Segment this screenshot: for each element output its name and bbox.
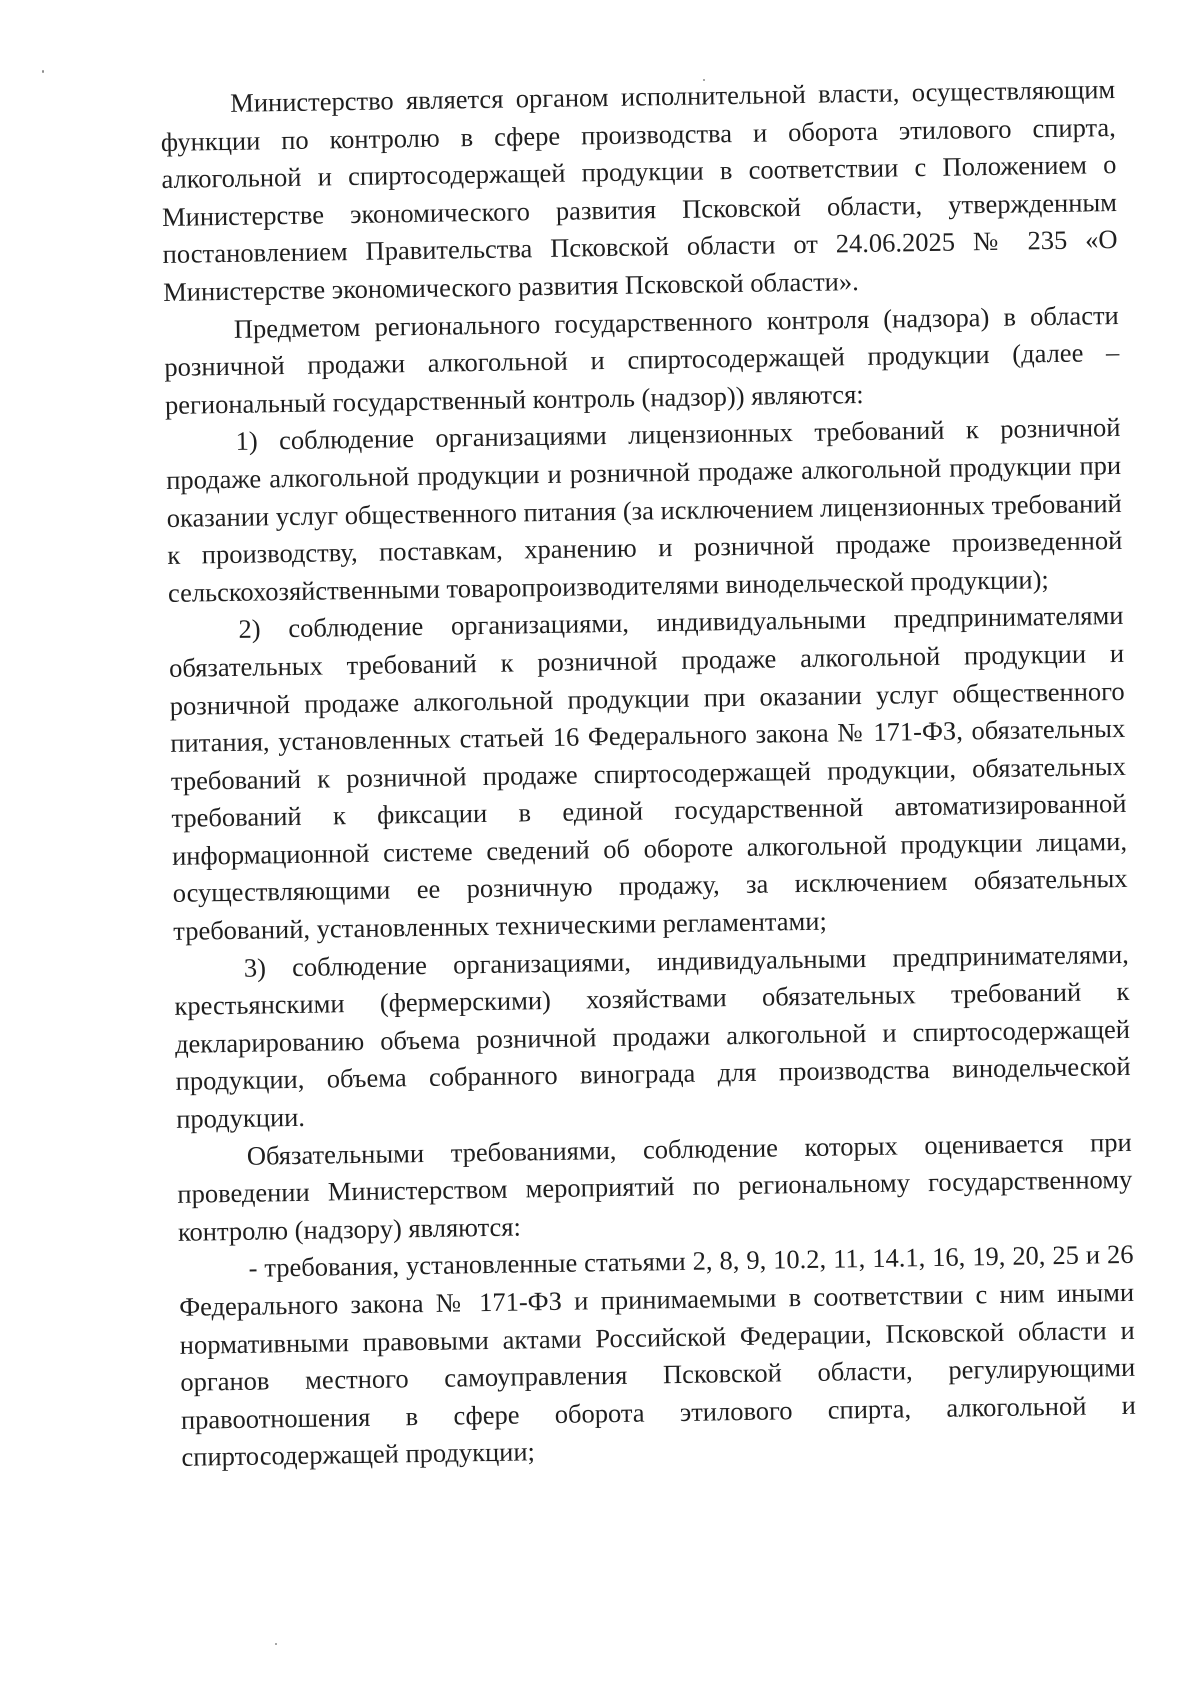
paragraph-mandatory-requirements-intro: Обязательными требованиями, соблюдение которых оценивается при проведении Министерством мероприятий по региональному государственному контролю (надзору) являются: [177,1126,1133,1247]
paragraph-control-subject: Предметом регионального государственного контроля (надзора) в области розничной продажи алкогольной и спиртосодержащей продукции (далее – региональный государственный контроль (надзор)) являются: [164,299,1120,420]
document-body [160,71,1137,1477]
scan-speck [275,1643,277,1645]
list-item-licensing-requirements: 1) соблюдение организациями лицензионных требований к розничной продаже алкогольной продукции и розничной продаже алкогольной продукции при оказании услуг общественного питания (за исключением лицензионных требований к производству, поставкам, хранению и розничной продаже произведенной сельскохозяйственными товаропроизводителями винодельческой продукции); [165,412,1123,608]
list-item-statutory-requirements: - требования, установленные статьями 2, 8, 9, 10.2, 11, 14.1, 16, 19, 20, 25 и 26 Федерального закона № 171-ФЗ и принимаемыми в соответствии с ним иными нормативными правовыми актами Российской Федерации, Псковской области и органов местного самоуправления Псковской области, регулирующими правоотношения в сфере оборота этилового спирта, алкогольной и спиртосодержащей продукции; [178,1239,1137,1473]
scan-speck [42,70,44,73]
list-item-declaration-requirements: 3) соблюдение организациями, индивидуальными предпринимателями, крестьянскими (фермерскими) хозяйствами обязательных требований к декларированию объема розничной продажи алкогольной и спиртосодержащей продукции, объема собранного винограда для производства винодельческой продукции. [174,938,1131,1134]
paragraph-ministry-role: Министерство является органом исполнительной власти, осуществляющим функции по контролю в сфере производства и оборота этилового спирта, алкогольной и спиртосодержащей продукции в соответствии с Положением о Министерстве экономического развития Псковской области, утвержденным постановлением Правительства Псковской области от 24.06.2025 № 235 «О Министерстве экономического развития Псковской области». [160,73,1118,307]
list-item-mandatory-requirements: 2) соблюдение организациями, индивидуальными предпринимателями обязательных требований к розничной продаже алкогольной продукции и розничной продаже алкогольной продукции при оказании услуг общественного питания, установленных статьей 16 Федерального закона № 171-ФЗ, обязательных требований к розничной продаже спиртосодержащей продукции, обязательных требований к фиксации в единой государственной автоматизированной информационной системе сведений об обороте алкогольной продукции лицами, осуществляющими ее розничную продажу, за исключением обязательных требований, установленных техническими регламентами; [168,600,1128,946]
